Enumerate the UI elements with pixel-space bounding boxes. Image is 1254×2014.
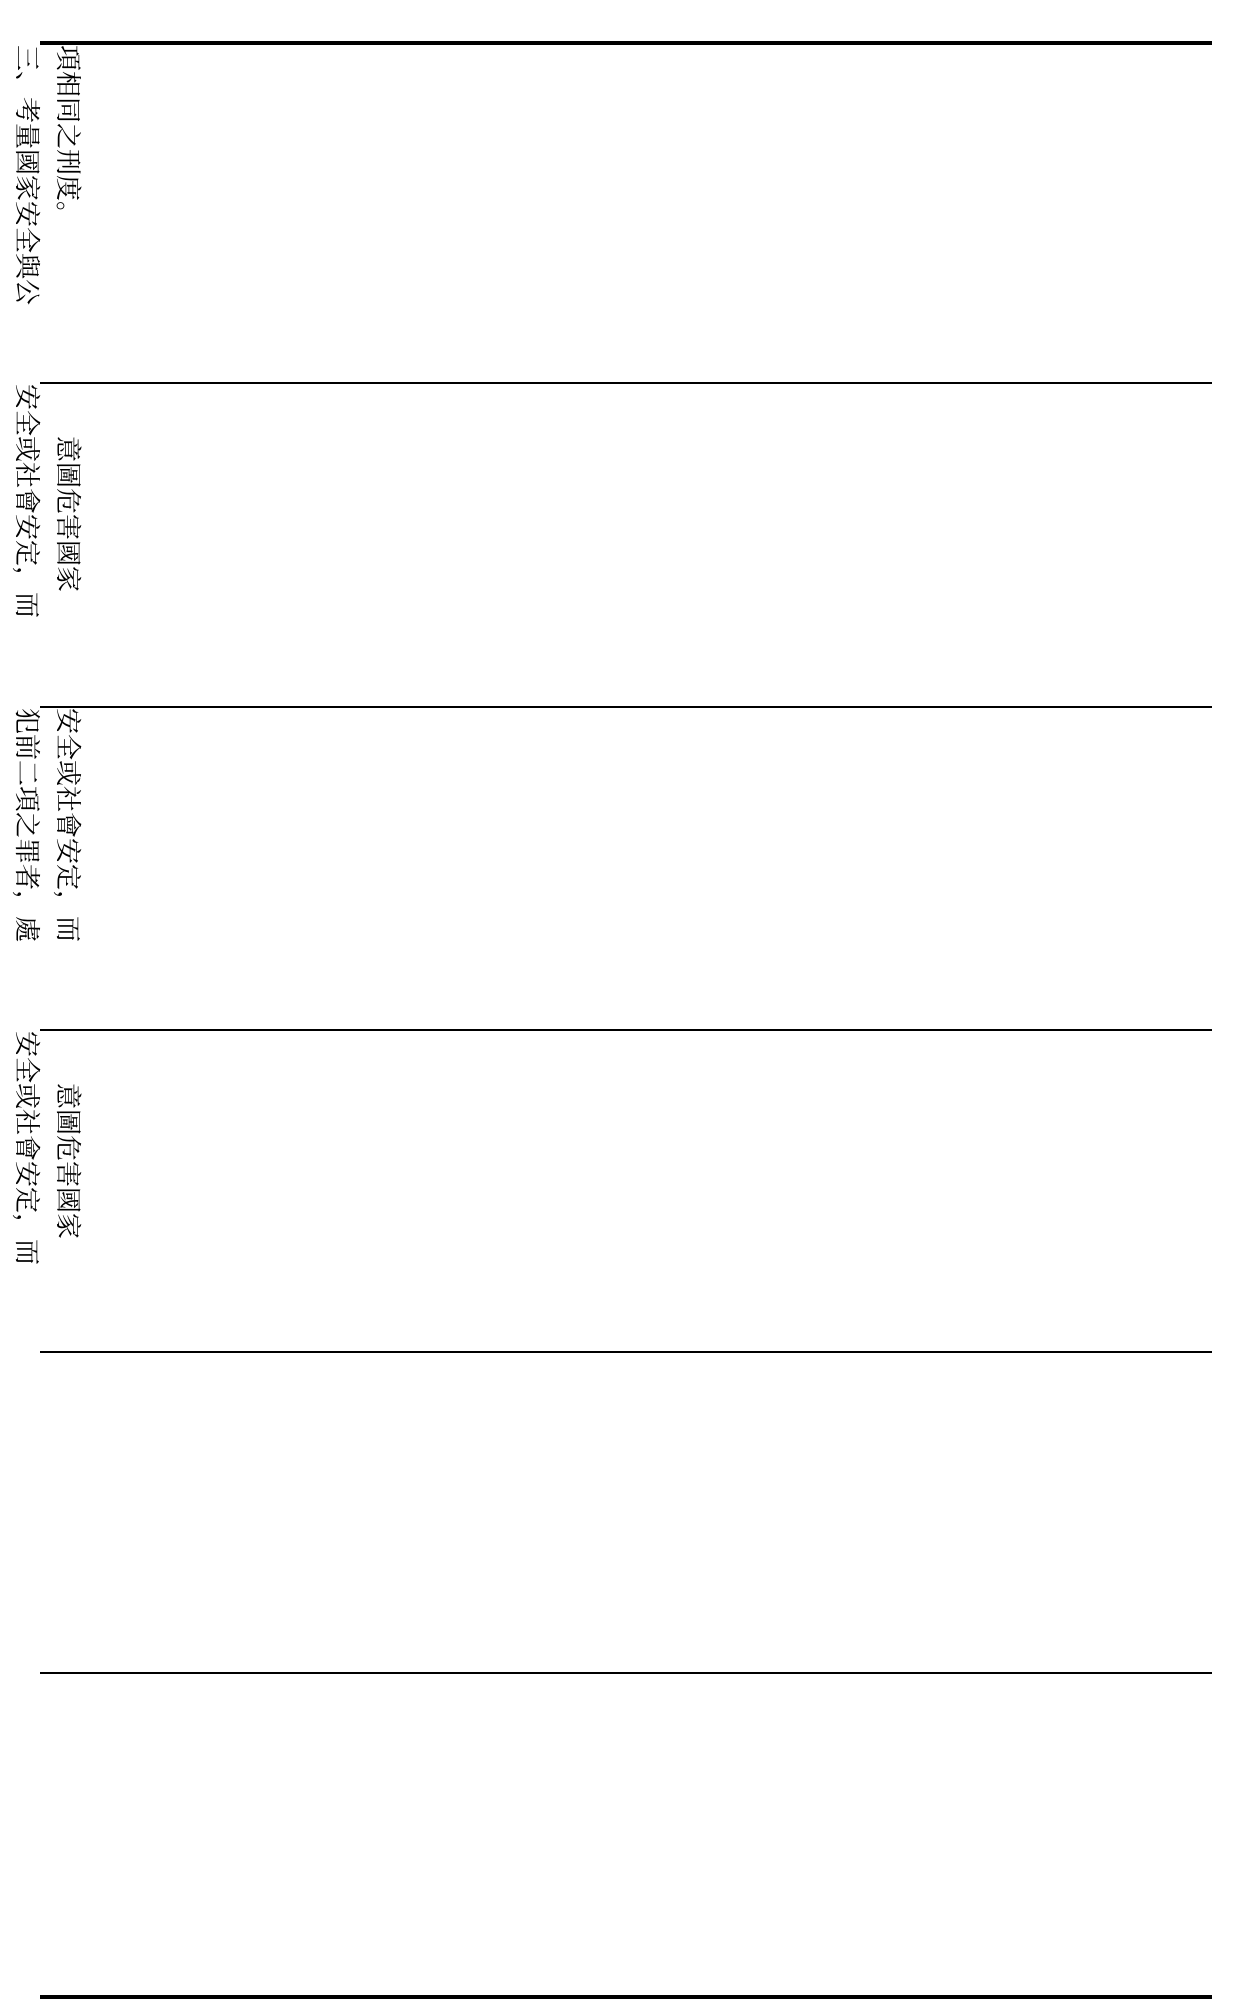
text-line: 安全或社會安定，而 [52, 708, 82, 943]
text-line: 三、考量國家安全與公 [11, 45, 41, 306]
text-line: 安全或社會安定，而 [11, 384, 41, 619]
row-2-text [0, 384, 87, 618]
row-provision-2 [11, 708, 1212, 1029]
text-line: 項相同之刑度。 [52, 45, 82, 228]
text-line: 犯前二項之罪者，處 [11, 708, 41, 943]
row-3-text [0, 708, 87, 942]
row-4-text [0, 1031, 87, 1265]
bottom-rule [40, 1995, 1212, 1999]
text-line: 意圖危害國家 [52, 1031, 82, 1240]
text-line [0, 384, 5, 618]
text-line [0, 708, 5, 942]
row-1-text [0, 45, 87, 331]
text-line: 安全或社會安定，而 [11, 1031, 41, 1266]
row-explanation [11, 45, 1212, 382]
row-provision-3 [11, 1031, 1212, 1351]
row-empty-2 [40, 1674, 1212, 1995]
text-line [0, 1031, 5, 1265]
row-empty-1 [40, 1353, 1212, 1672]
row-provision-1 [11, 384, 1212, 706]
text-line: 意圖危害國家 [52, 384, 82, 593]
